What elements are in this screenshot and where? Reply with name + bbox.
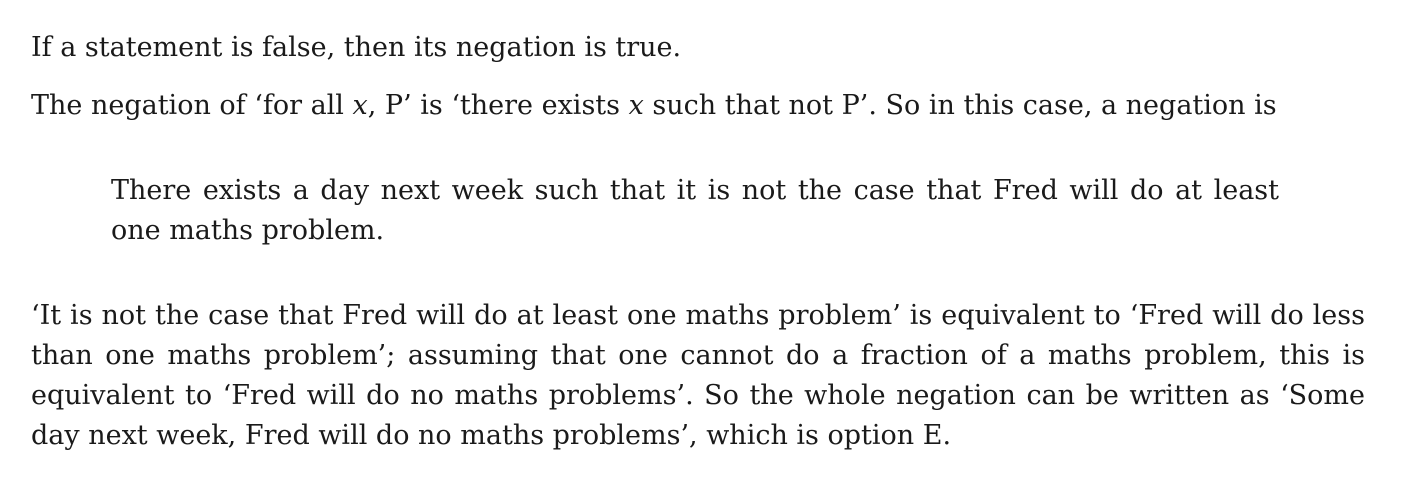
paragraph-forall-negation — [31, 86, 1365, 126]
quoted-negation: There exists a day next week such that it is not the case that Fred will do at least one maths problem. — [111, 175, 1279, 246]
text-segment: The negation of ‘for all — [31, 90, 353, 121]
document-body — [31, 28, 1365, 456]
text-segment: such that not P’. So in this case, a negation is — [643, 90, 1277, 121]
paragraph-conclusion: ‘It is not the case that Fred will do at least one maths problem’ is equivalent to ‘Fred will do less than one maths problem’; assuming that one cannot do a fraction of a maths problem, this is equivalent to ‘Fred will do no maths problems’. So the whole negation can be written as ‘Some day next week, Fred will do no maths problems’, which is option E. — [31, 300, 1365, 451]
math-variable-x: x — [352, 90, 368, 121]
math-variable-x: x — [628, 90, 644, 121]
paragraph-negation-rule: If a statement is false, then its negation is true. — [31, 32, 682, 63]
text-segment: , P’ is ‘there exists — [367, 90, 629, 121]
